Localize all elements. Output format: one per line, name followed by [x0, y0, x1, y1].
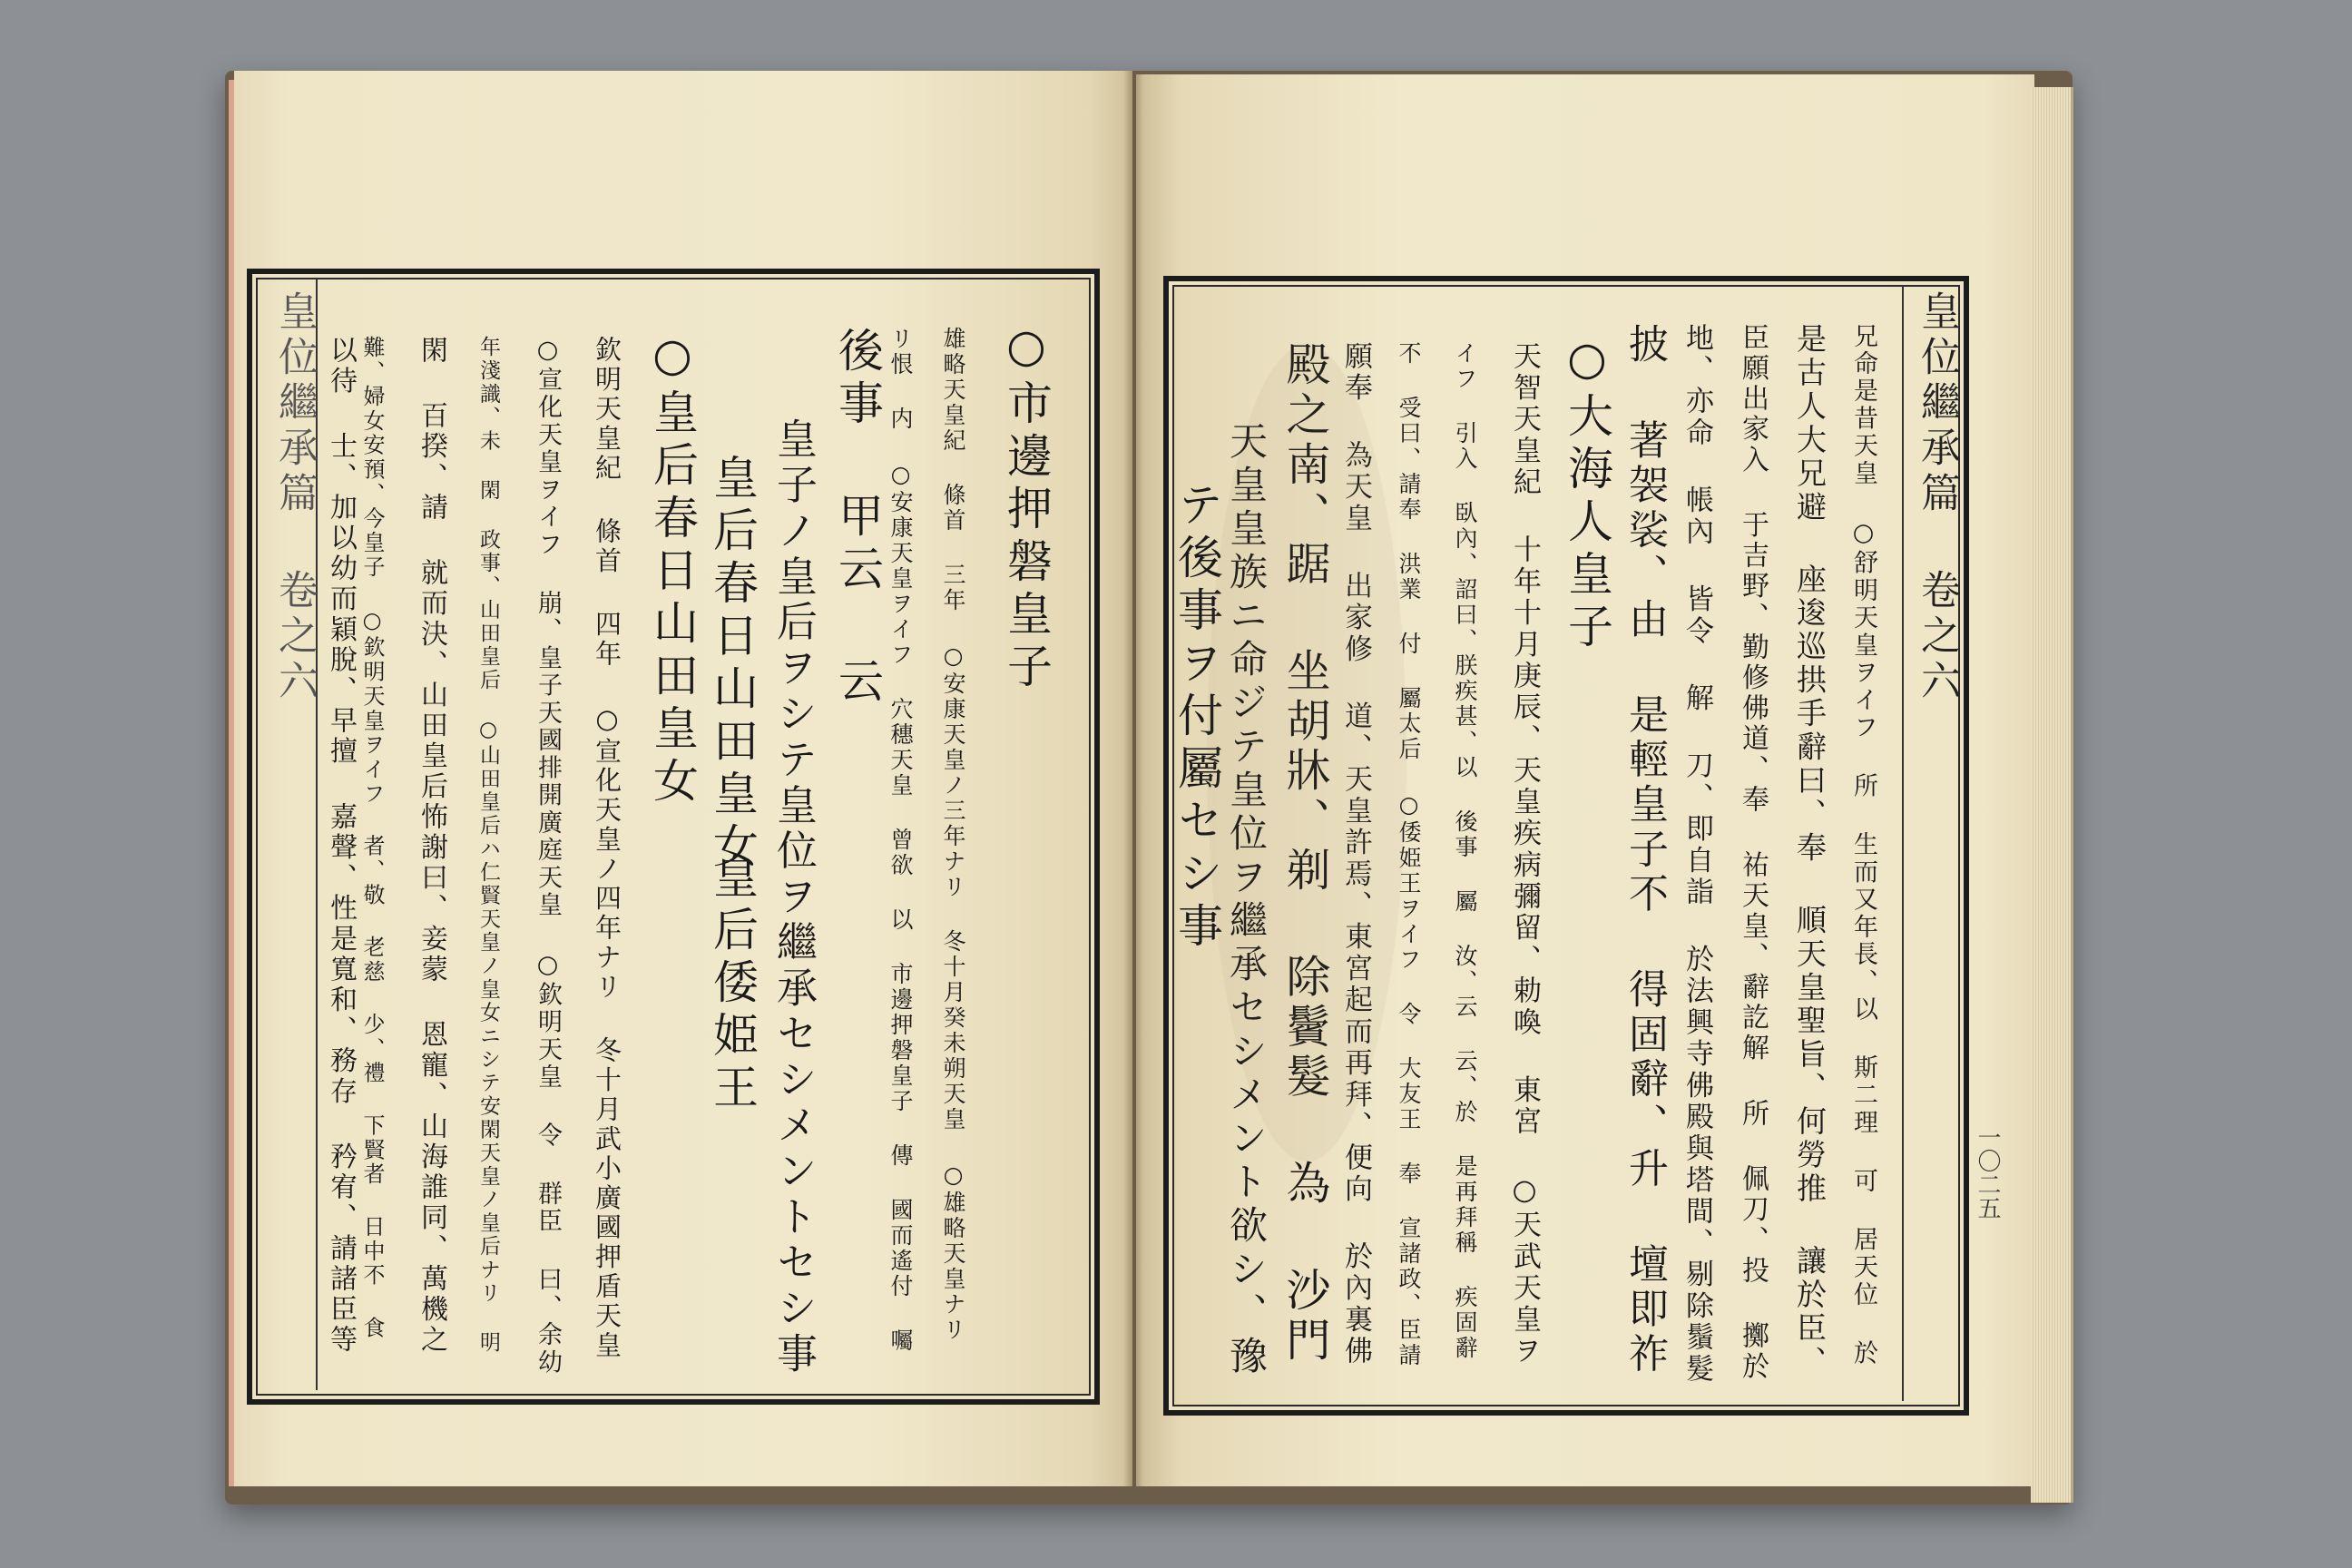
right-col-8: イフ 引入 臥內、詔曰、朕疾甚、以 後事 屬 汝、云 云、於 是再拜稱 疾固辭: [1452, 341, 1478, 1361]
right-spine-label: 皇位繼承篇 卷之六: [1914, 290, 1960, 705]
left-col-11: 年淺識、未 閑 政事、山田皇后 ○山田皇后ハ仁賢天皇ノ皇女ニシテ安閑天皇ノ皇后ナリ 明: [476, 336, 500, 1355]
right-spine-rule: [1902, 285, 1904, 1401]
book-gutter: [1123, 71, 1143, 1486]
right-col-10: 願奉 為天皇 出家修 道、天皇許焉、東宮起而再拜、便向 於內裏佛: [1339, 341, 1372, 1368]
show-through-smudge: [1207, 345, 1406, 1161]
left-col-7: 皇后倭姫王: [706, 853, 759, 1116]
right-col-12: 天皇皇族ニ命ジテ皇位ヲ繼承セシメント欲シ、豫: [1224, 421, 1269, 1379]
left-col-2: 雄略天皇紀 條首 三年 ○安康天皇ノ三年ナリ 冬十月癸未朔天皇 ○雄略天皇ナリ: [940, 327, 966, 1343]
right-col-1: 兄命是昔天皇 ○舒明天皇ヲイフ 所 生而又年長、以 斯二理 可 居天位 於: [1849, 323, 1877, 1367]
left-spine-label: 皇位繼承篇 卷之六: [271, 290, 318, 705]
right-col-3: 臣願出家入 于吉野、勤修佛道、奉 祐天皇、辭訖解 所 佩刀、投 擲於: [1737, 323, 1769, 1383]
left-col-10: ○宣化天皇ヲイフ 崩、皇子天國排開廣庭天皇 ○欽明天皇 令 群臣 曰、余幼: [534, 336, 562, 1377]
left-col-9: 欽明天皇紀 條首 四年 ○宣化天皇ノ四年ナリ 冬十月武小廣國押盾天皇: [592, 336, 622, 1361]
left-col-3: リ恨 内 ○安康天皇ヲイフ 穴穗天皇 曾欲 以 市邊押磐皇子 傳 國而遙付 囑: [887, 327, 914, 1354]
right-col-11: 殿之南、踞 坐胡牀、剃 除鬢髮 為 沙門: [1279, 341, 1331, 1367]
right-col-6: ○大海人皇子: [1561, 332, 1613, 655]
page-number: 一〇二五: [1974, 1125, 2001, 1220]
left-col-13: 難、婦女安預、今皇子 ○欽明天皇ヲイフ 者、敬 老慈 少、禮 下賢者 日中不 食: [359, 336, 385, 1341]
right-col-4: 地、亦命 帳內 皆令 解 刀、即自詣 於法興寺佛殿與塔間、剔除鬚髮: [1681, 323, 1713, 1386]
left-col-4: 後事 甲云 云: [831, 327, 884, 710]
right-col-5: 披 著袈裟、由 是輕皇子不 得固辭、升 壇即祚: [1622, 323, 1668, 1377]
right-col-13: テ後事ヲ付屬セシ事: [1171, 481, 1223, 955]
page-edge-stack: [2031, 87, 2073, 1503]
right-col-2: 是古人大兄避 座逡巡拱手辭曰、奉 順天皇聖旨、何勞推 讓於臣、: [1792, 323, 1828, 1379]
left-col-6: 皇后春日山田皇女: [706, 454, 759, 875]
right-col-7: 天智天皇紀 十年十月庚辰、天皇疾病彌留、勅喚 東宮 ○天武天皇ヲ: [1508, 341, 1541, 1368]
right-col-9: 不 受曰、請奉 洪業 付 屬太后 ○倭姫王ヲイフ 令 大友王 奉 宣諸政、臣請: [1396, 341, 1422, 1368]
left-col-5: 皇子ノ皇后ヲシテ皇位ヲ繼承セシメントセシ事: [769, 417, 818, 1378]
left-col-12: 閑 百揆、請 就而決、山田皇后怖謝曰、妾蒙 恩寵、山海誰同、萬機之: [416, 336, 447, 1356]
left-col-14: 以待 士、加以幼而穎脫、早擅 嘉聲、性是寬和、務存 矜宥、請諸臣等: [325, 336, 357, 1356]
left-col-8: ○皇后春日山田皇女: [646, 328, 699, 809]
left-col-1: ○市邊押磐皇子: [1000, 319, 1053, 695]
